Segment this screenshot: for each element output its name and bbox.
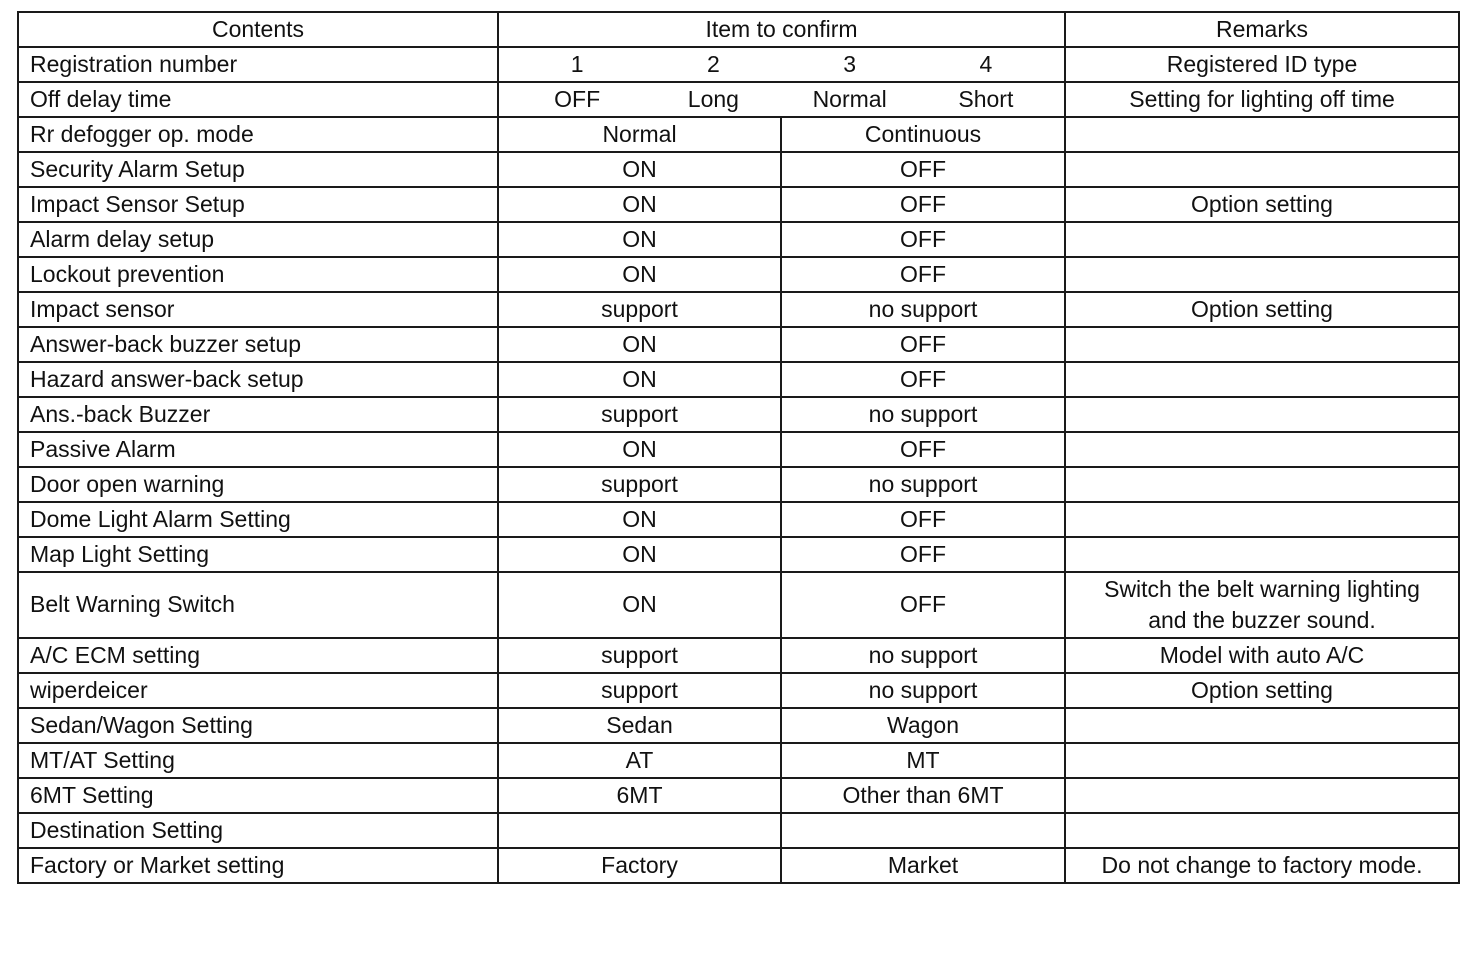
row-remark	[1065, 502, 1459, 537]
row-label: Hazard answer-back setup	[18, 362, 498, 397]
row-option-1: 6MT	[498, 778, 781, 813]
row-option-1: ON	[498, 187, 781, 222]
row-option-1: ON	[498, 537, 781, 572]
row-option-2: Other than 6MT	[781, 778, 1065, 813]
off-delay-options-cell	[498, 82, 1065, 117]
row-label: Lockout prevention	[18, 257, 498, 292]
table-row	[18, 638, 1459, 673]
row-option-1: ON	[498, 502, 781, 537]
off-delay-option: Long	[687, 85, 739, 112]
row-remark: Do not change to factory mode.	[1065, 848, 1459, 883]
row-option-2: no support	[781, 292, 1065, 327]
row-option-2: OFF	[781, 187, 1065, 222]
row-option-1: support	[498, 673, 781, 708]
table-row	[18, 848, 1459, 883]
table-row	[18, 222, 1459, 257]
table-row	[18, 813, 1459, 848]
registration-number: 2	[706, 50, 720, 77]
registration-number: 4	[979, 50, 993, 77]
row-option-2: OFF	[781, 152, 1065, 187]
header-remarks: Remarks	[1065, 12, 1459, 47]
row-option-1: Sedan	[498, 708, 781, 743]
row-remark	[1065, 537, 1459, 572]
table-row	[18, 47, 1459, 82]
row-option-2: no support	[781, 638, 1065, 673]
remark-line: Switch the belt warning lighting	[1104, 575, 1420, 602]
remark-line: and the buzzer sound.	[1148, 607, 1376, 633]
row-option-1: ON	[498, 432, 781, 467]
row-option-2: OFF	[781, 537, 1065, 572]
registration-number: 3	[843, 50, 857, 77]
row-remark: Option setting	[1065, 187, 1459, 222]
row-label: Destination Setting	[18, 813, 498, 848]
table-row	[18, 362, 1459, 397]
row-option-2: Market	[781, 848, 1065, 883]
row-option-1: ON	[498, 222, 781, 257]
row-label: Passive Alarm	[18, 432, 498, 467]
row-label: Impact Sensor Setup	[18, 187, 498, 222]
row-remark	[1065, 117, 1459, 152]
row-option-1: ON	[498, 572, 781, 638]
row-remark	[1065, 708, 1459, 743]
table-row	[18, 432, 1459, 467]
row-remark	[1065, 432, 1459, 467]
row-option-1	[498, 813, 781, 848]
row-option-2: OFF	[781, 327, 1065, 362]
row-option-1: ON	[498, 257, 781, 292]
row-label: A/C ECM setting	[18, 638, 498, 673]
table-row	[18, 397, 1459, 432]
row-label: Impact sensor	[18, 292, 498, 327]
row-label: Ans.-back Buzzer	[18, 397, 498, 432]
row-label: MT/AT Setting	[18, 743, 498, 778]
table-row	[18, 572, 1459, 638]
row-label: Off delay time	[18, 82, 498, 117]
table-row	[18, 117, 1459, 152]
row-option-2: OFF	[781, 502, 1065, 537]
row-label: Security Alarm Setup	[18, 152, 498, 187]
table-row	[18, 257, 1459, 292]
row-option-1: AT	[498, 743, 781, 778]
row-option-2: MT	[781, 743, 1065, 778]
registration-numbers-cell	[498, 47, 1065, 82]
off-delay-option: OFF	[554, 85, 601, 112]
table-row	[18, 537, 1459, 572]
table-row	[18, 673, 1459, 708]
row-label: Sedan/Wagon Setting	[18, 708, 498, 743]
row-option-2: OFF	[781, 572, 1065, 638]
row-label: Rr defogger op. mode	[18, 117, 498, 152]
row-remark	[1065, 257, 1459, 292]
registration-number: 1	[570, 50, 584, 77]
row-option-1: support	[498, 292, 781, 327]
row-option-1: ON	[498, 327, 781, 362]
row-label: Registration number	[18, 47, 498, 82]
table-row	[18, 502, 1459, 537]
row-remark	[1065, 327, 1459, 362]
row-label: wiperdeicer	[18, 673, 498, 708]
row-option-2: Continuous	[781, 117, 1065, 152]
row-option-1: Factory	[498, 848, 781, 883]
row-option-1: support	[498, 638, 781, 673]
row-remark: Setting for lighting off time	[1065, 82, 1459, 117]
off-delay-option: Normal	[812, 85, 887, 112]
row-option-2: OFF	[781, 222, 1065, 257]
row-remark	[1065, 222, 1459, 257]
row-option-1: support	[498, 467, 781, 502]
row-option-1: ON	[498, 152, 781, 187]
row-remark: Model with auto A/C	[1065, 638, 1459, 673]
row-option-2: OFF	[781, 432, 1065, 467]
row-remark	[1065, 467, 1459, 502]
row-label: Belt Warning Switch	[18, 572, 498, 638]
row-remark	[1065, 743, 1459, 778]
table-row	[18, 778, 1459, 813]
row-option-2: OFF	[781, 257, 1065, 292]
row-option-2	[781, 813, 1065, 848]
row-remark	[1065, 778, 1459, 813]
row-option-2: Wagon	[781, 708, 1065, 743]
row-remark	[1065, 362, 1459, 397]
row-label: Alarm delay setup	[18, 222, 498, 257]
row-remark	[1065, 572, 1459, 638]
off-delay-option: Short	[958, 85, 1014, 112]
row-label: Factory or Market setting	[18, 848, 498, 883]
row-option-1: ON	[498, 362, 781, 397]
row-option-1: support	[498, 397, 781, 432]
header-item-to-confirm: Item to confirm	[498, 12, 1065, 47]
row-remark	[1065, 397, 1459, 432]
row-label: Answer-back buzzer setup	[18, 327, 498, 362]
row-label: Dome Light Alarm Setting	[18, 502, 498, 537]
settings-table	[17, 11, 1460, 884]
row-option-1: Normal	[498, 117, 781, 152]
row-option-2: no support	[781, 673, 1065, 708]
table-row	[18, 82, 1459, 117]
row-remark: Option setting	[1065, 673, 1459, 708]
header-row	[18, 12, 1459, 47]
row-label: Map Light Setting	[18, 537, 498, 572]
table-row	[18, 467, 1459, 502]
table-row	[18, 327, 1459, 362]
header-contents: Contents	[18, 12, 498, 47]
row-remark: Option setting	[1065, 292, 1459, 327]
row-label: Door open warning	[18, 467, 498, 502]
row-option-2: no support	[781, 467, 1065, 502]
row-option-2: no support	[781, 397, 1065, 432]
row-option-2: OFF	[781, 362, 1065, 397]
row-label: 6MT Setting	[18, 778, 498, 813]
table-row	[18, 708, 1459, 743]
row-remark	[1065, 813, 1459, 848]
table-row	[18, 292, 1459, 327]
row-remark: Registered ID type	[1065, 47, 1459, 82]
table-row	[18, 743, 1459, 778]
table-row	[18, 187, 1459, 222]
row-remark	[1065, 152, 1459, 187]
table-row	[18, 152, 1459, 187]
